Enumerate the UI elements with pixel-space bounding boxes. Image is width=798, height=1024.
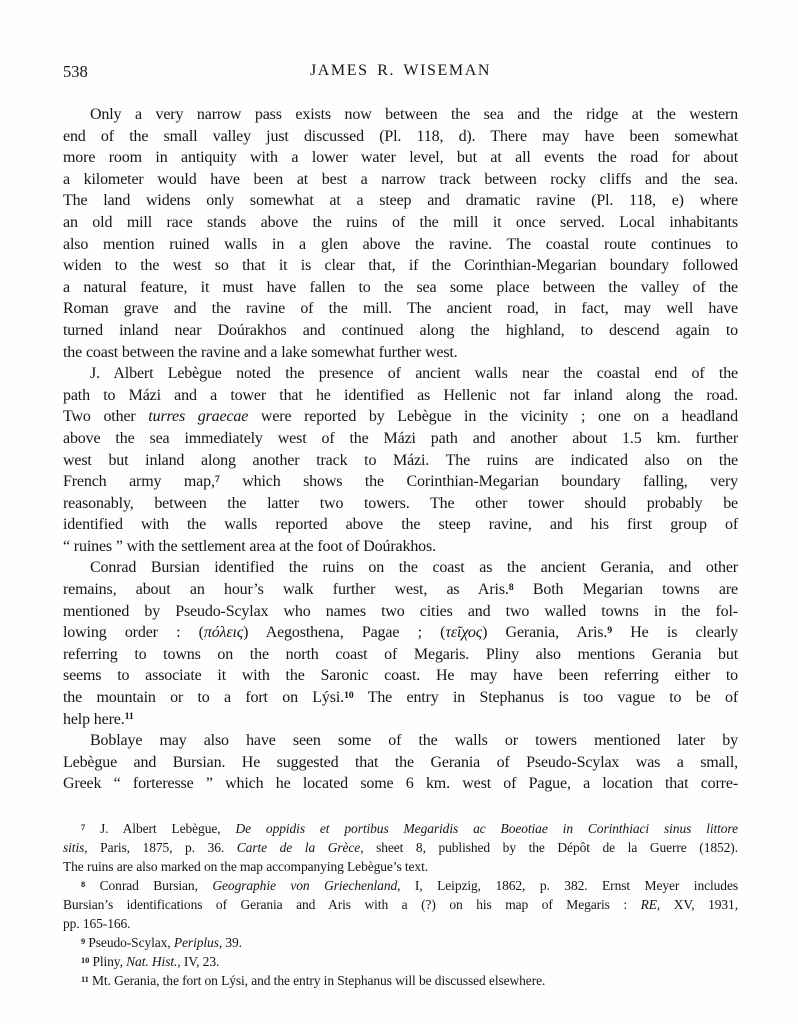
text-line — [63, 212, 738, 234]
text-run: help here. — [63, 710, 125, 728]
text-run: were reported by Lebègue in the vicinity ; one on a headland — [248, 408, 738, 426]
text-run: The ruins are also marked on the map accompanying Lebègue’s text. — [63, 859, 428, 874]
text-run: path to Mázi and a tower that he identified as Hellenic not far inland along the road. — [63, 386, 738, 404]
text-run: , 39. — [218, 935, 242, 950]
footnote — [63, 819, 738, 876]
footnote-marker: 8 — [81, 879, 86, 889]
text-line — [63, 234, 738, 256]
text-run: Bursian’s identifications of Gerania and Aris with a (?) on his map of Megaris : — [63, 897, 641, 912]
text-run: the mountain or to a fort on Lýsi. — [63, 689, 344, 707]
text-line — [63, 557, 738, 579]
footnote-marker: 7 — [81, 822, 86, 832]
text-line — [63, 190, 738, 212]
footnote-marker: 10 — [81, 955, 90, 965]
text-run: referring to towns on the north coast of Megaris. Pliny also mentions Gerania but — [63, 645, 738, 663]
text-run: “ ruines ” with the settlement area at the foot of Doúrakhos. — [63, 537, 436, 555]
text-run: turned inland near Doúrakhos and continued along the highland, to descend again to — [63, 321, 738, 339]
text-run: πόλεις — [203, 624, 244, 642]
text-run: remains, about an hour’s walk further west, as Aris. — [63, 581, 509, 599]
text-line — [63, 895, 738, 914]
text-run: an old mill race stands above the ruins of the mill it once served. Local inhabitants — [63, 213, 738, 231]
body-paragraph — [63, 104, 738, 363]
text-run: Conrad Bursian identified the ruins on the coast as the ancient Gerania, and other — [90, 559, 738, 577]
footnote-marker: 9 — [607, 625, 612, 637]
text-line — [63, 914, 738, 933]
text-run: Geographie von Griechenland — [212, 878, 398, 893]
text-run: mentioned by Pseudo-Scylax who names two cities and two walled towns in the fol- — [63, 602, 738, 620]
text-line — [63, 752, 738, 774]
text-line — [63, 126, 738, 148]
text-line — [63, 971, 738, 990]
text-line — [63, 147, 738, 169]
text-line — [63, 819, 738, 838]
text-line — [63, 838, 738, 857]
text-run: Mt. Gerania, the fort on Lýsi, and the entry in Stephanus will be discussed elsewhere. — [88, 973, 546, 988]
text-line — [63, 730, 738, 752]
text-run: also mention ruined walls in a glen above the ravine. The coastal route continues to — [63, 235, 738, 253]
text-line — [63, 104, 738, 126]
text-run: Lebègue and Bursian. He suggested that the Gerania of Pseudo-Scylax was a small, — [63, 753, 738, 771]
footnote-marker: 8 — [508, 581, 514, 593]
text-line — [63, 644, 738, 666]
text-run: Two other — [63, 408, 149, 426]
footnote-marker: 7 — [214, 473, 220, 485]
text-line — [63, 450, 738, 472]
footnote — [63, 933, 738, 952]
text-run: RE — [640, 897, 657, 912]
text-run: identified with the walls reported above the steep ravine, and his first group of — [63, 516, 738, 534]
text-run: end of the small valley just discussed (Pl. 118, d). There may have been somewhat — [63, 127, 738, 145]
text-line — [63, 320, 738, 342]
text-line — [63, 773, 738, 795]
text-run: , sheet 8, published by the Dépôt de la Guerre (1852). — [360, 840, 738, 855]
body-paragraph — [63, 557, 738, 730]
text-run: more room in antiquity with a lower water level, but at all events the road for about — [63, 149, 738, 167]
page-number: 538 — [63, 62, 88, 81]
text-run: , IV, 23. — [177, 954, 220, 969]
text-run: widen to the west so that it is clear that, if the Corinthian-Megarian boundary followed — [63, 257, 738, 275]
text-line — [63, 277, 738, 299]
text-run: τεῖχος — [445, 624, 483, 642]
text-run: Boblaye may also have seen some of the walls or towers mentioned later by — [90, 732, 738, 750]
text-line — [63, 298, 738, 320]
text-line — [63, 665, 738, 687]
body-paragraph — [63, 363, 738, 557]
text-line — [63, 493, 738, 515]
text-line — [63, 385, 738, 407]
text-run: French army map, — [63, 473, 215, 491]
text-run: turres graecae — [148, 408, 249, 426]
text-line — [63, 622, 738, 644]
footnote — [63, 952, 738, 971]
text-line — [63, 857, 738, 876]
page-header — [63, 62, 738, 82]
footnotes-section — [63, 819, 738, 990]
text-run: ) Gerania, Aris. — [482, 624, 608, 642]
text-line — [63, 471, 738, 493]
text-line — [63, 952, 738, 971]
text-line — [63, 169, 738, 191]
text-run: , XV, 1931, — [656, 897, 738, 912]
text-run: Pseudo-Scylax, — [85, 935, 174, 950]
text-line — [63, 709, 738, 731]
text-run: He is clearly — [612, 624, 739, 642]
body-text — [63, 104, 738, 795]
text-line — [63, 601, 738, 623]
text-run: a kilometer would have been at best a narrow track between rocky cliffs and the sea. — [63, 170, 738, 188]
text-run: The entry in Stephanus is too vague to be of — [353, 689, 738, 707]
text-run: lowing order : ( — [63, 624, 204, 642]
text-run: Carte de la Grèce — [236, 840, 361, 855]
text-run: De oppidis et portibus Megaridis ac Boeotiae in Corinthiaci sinus littore — [235, 821, 738, 836]
text-run: , I, Leipzig, 1862, p. 382. Ernst Meyer includes — [397, 878, 738, 893]
text-run: ) Aegosthena, Pagae ; ( — [243, 624, 446, 642]
text-line — [63, 363, 738, 385]
running-head: JAMES R. WISEMAN — [309, 62, 492, 79]
text-line — [63, 342, 738, 364]
footnote — [63, 971, 738, 990]
text-run: a natural feature, it must have fallen to the sea some place between the valley of the — [63, 278, 738, 296]
text-run: Only a very narrow pass exists now between the sea and the ridge at the western — [90, 106, 738, 123]
footnote-marker: 10 — [344, 689, 354, 701]
body-paragraph — [63, 730, 738, 795]
text-run: above the sea immediately west of the Mázi path and another about 1.5 km. further — [63, 429, 738, 447]
text-line — [63, 406, 738, 428]
footnote-marker: 11 — [124, 711, 134, 723]
text-run: Pliny, — [89, 954, 127, 969]
text-run: Both Megarian towns are — [513, 581, 738, 599]
text-line — [63, 579, 738, 601]
text-run: Conrad Bursian, — [85, 878, 213, 893]
text-run: sitis — [63, 840, 85, 855]
text-run: seems to associate it with the Saronic coast. He may have been referring either to — [63, 667, 738, 685]
text-run: Greek “ forteresse ” which he located some 6 km. west of Pague, a location that corre- — [63, 775, 738, 793]
text-run: the coast between the ravine and a lake somewhat further west. — [63, 343, 458, 361]
text-run: Roman grave and the ravine of the mill. The ancient road, in fact, may well have — [63, 300, 738, 318]
text-run: , Paris, 1875, p. 36. — [84, 840, 237, 855]
footnote — [63, 876, 738, 933]
text-run: reasonably, between the latter two towers. The other tower should probably be — [63, 494, 738, 512]
text-run: pp. 165-166. — [63, 916, 131, 931]
text-run: The land widens only somewhat at a steep and dramatic ravine (Pl. 118, e) where — [63, 192, 738, 210]
text-line — [63, 255, 738, 277]
text-run: J. Albert Lebègue, — [85, 821, 236, 836]
text-line — [63, 933, 738, 952]
text-run: J. Albert Lebègue noted the presence of ancient walls near the coastal end of the — [90, 365, 738, 383]
text-line — [63, 536, 738, 558]
text-run: Nat. Hist. — [126, 954, 178, 969]
text-line — [63, 428, 738, 450]
text-run: which shows the Corinthian-Megarian boundary falling, very — [219, 473, 738, 491]
footnote-marker: 11 — [81, 974, 89, 984]
text-line — [63, 687, 738, 709]
text-run: Periplus — [173, 935, 219, 950]
text-line — [63, 514, 738, 536]
text-run: west but inland along another track to Mázi. The ruins are indicated also on the — [63, 451, 738, 469]
footnote-marker: 9 — [81, 936, 86, 946]
text-line — [63, 876, 738, 895]
